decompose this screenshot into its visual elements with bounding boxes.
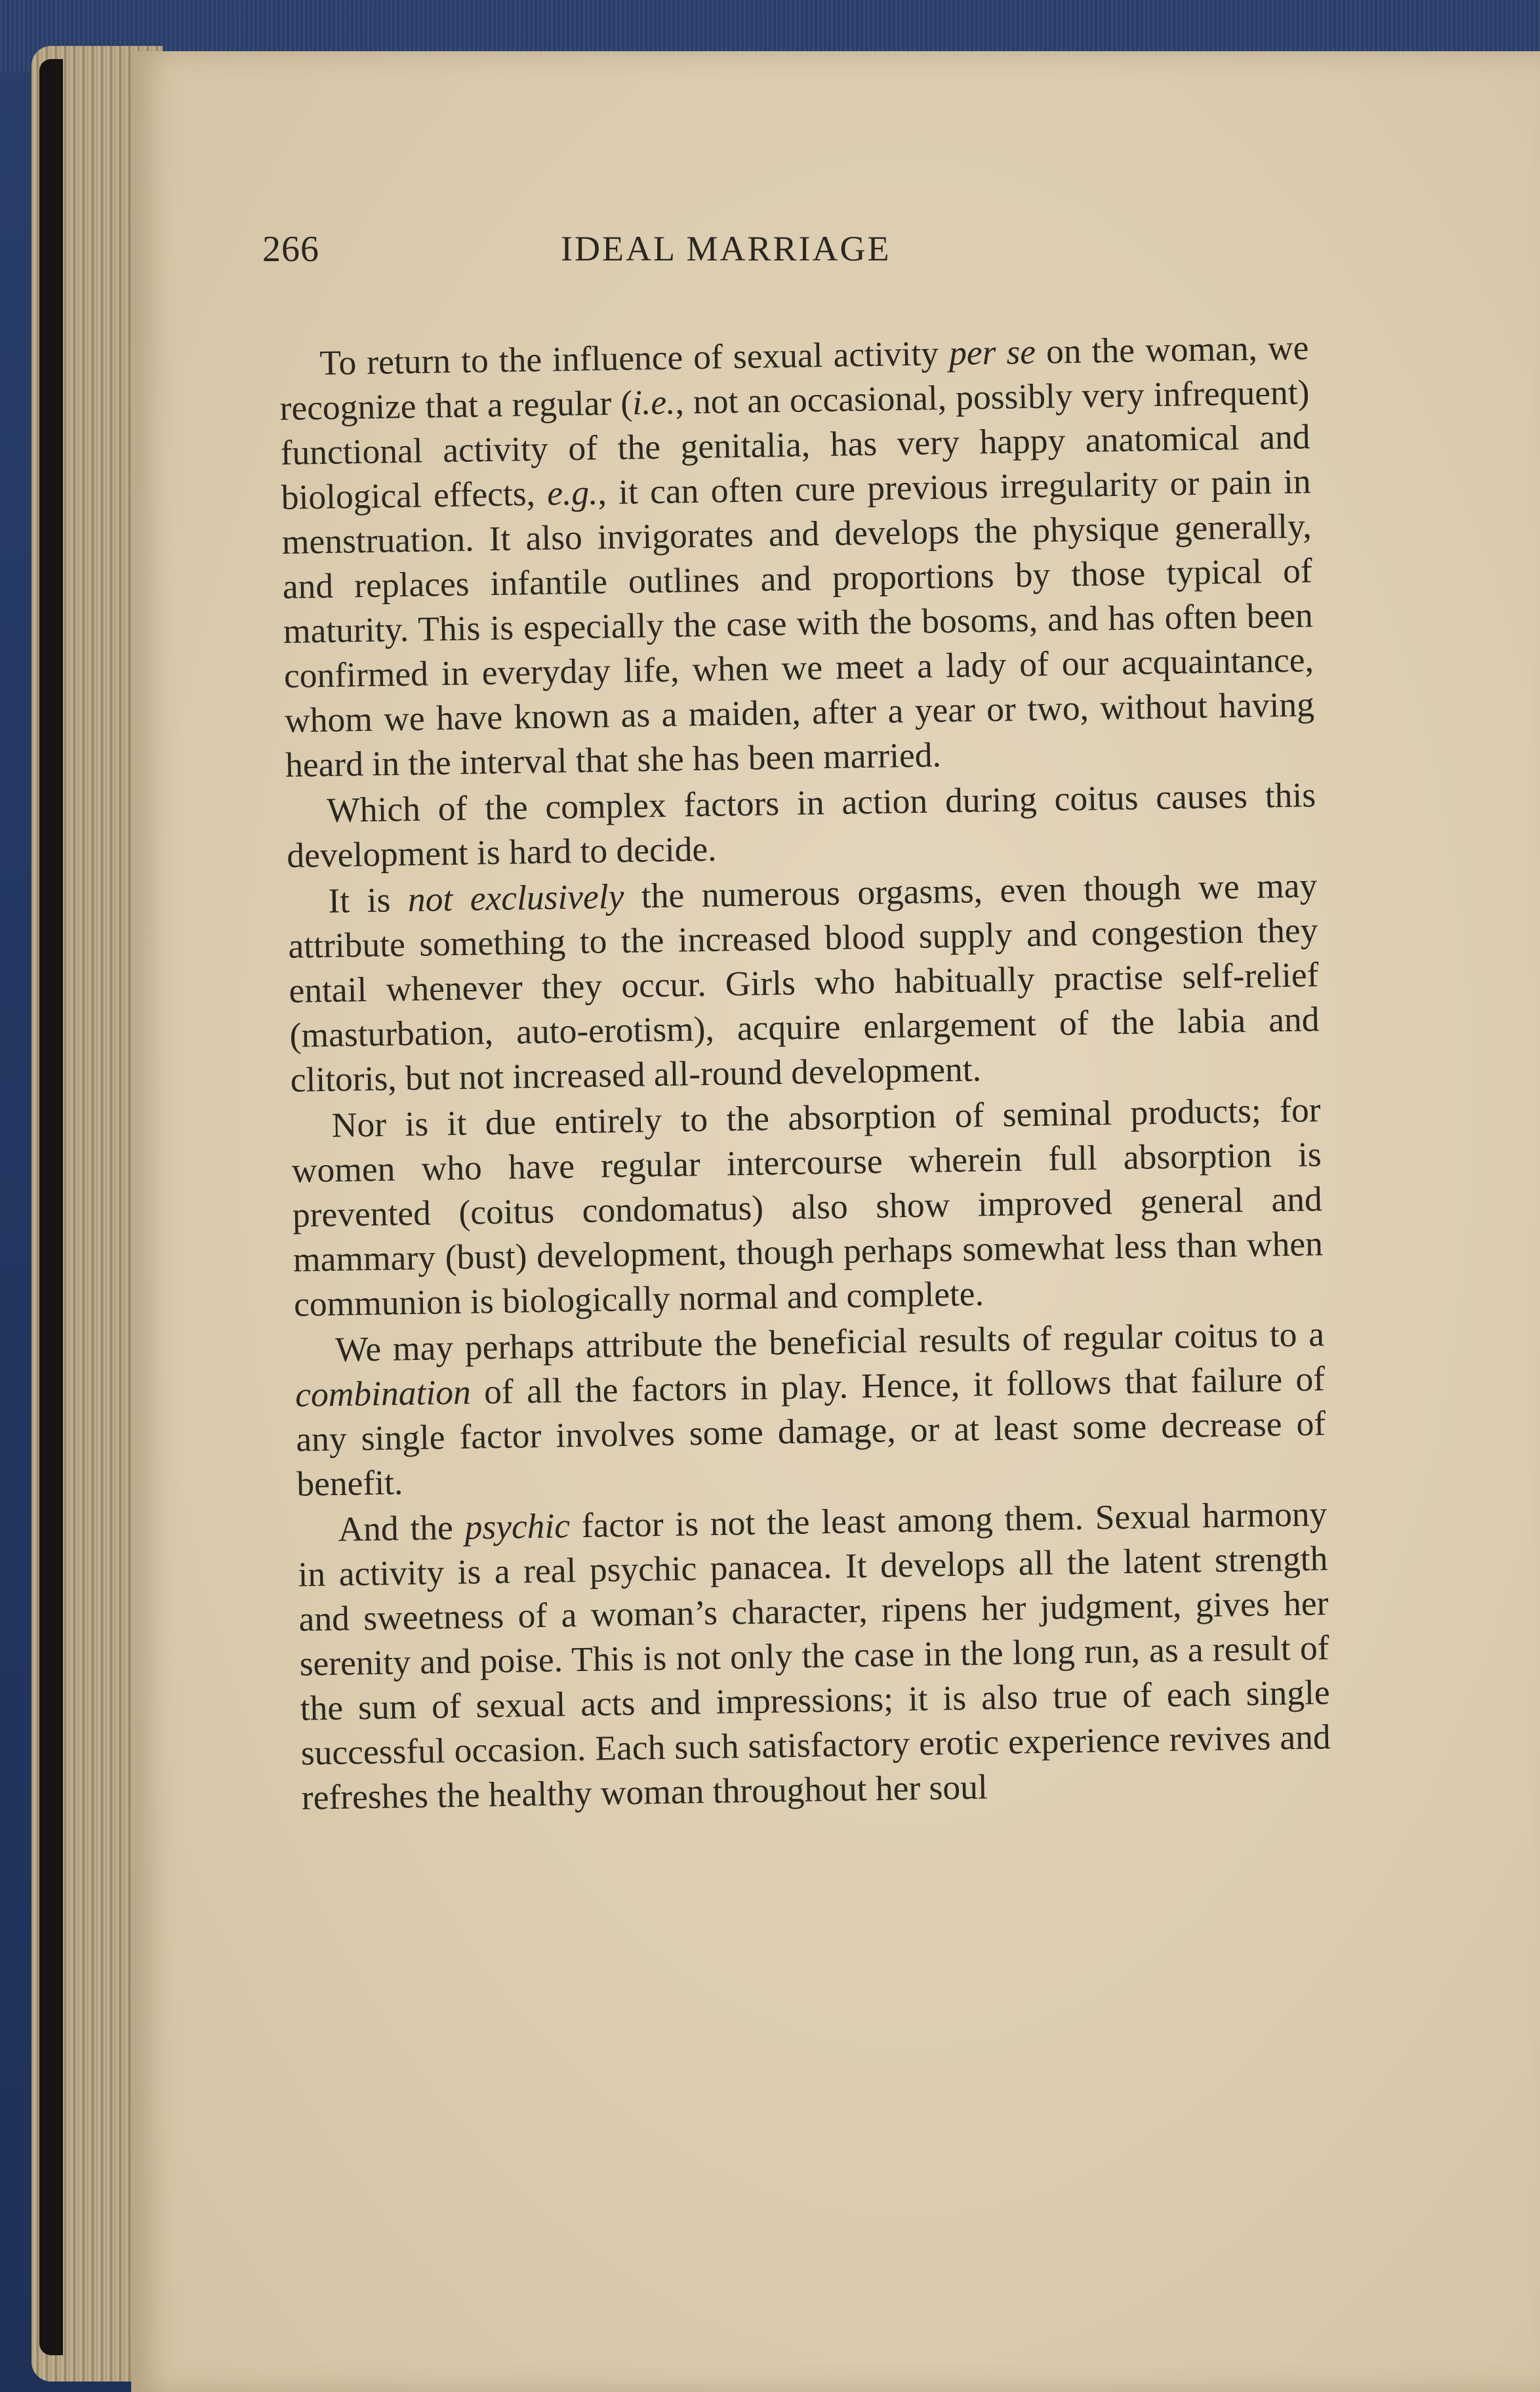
paragraph-text: of all the factors in play. Hence, it follows that failure of any single factor involves some damage, or at least some decrease of benefit. bbox=[295, 1359, 1326, 1504]
italic-text: per se bbox=[948, 331, 1036, 373]
book-title: IDEAL MARRIAGE bbox=[561, 229, 891, 268]
paragraph bbox=[286, 772, 1317, 878]
paragraph-text: on the woman, we recognize that a regular ( bbox=[279, 327, 1309, 428]
paragraph-text: Which of the complex factors in action during coitus causes this development is hard to decide. bbox=[286, 775, 1316, 875]
paragraph-text: Nor is it due entirely to the absorption of seminal products; for women who have regular intercourse wherein full absorption is prevented (coitus condomatus) also show improved general and mammary (bust) development, though perhaps somewhat less than when communion is biologically normal and complete. bbox=[291, 1090, 1324, 1324]
italic-text: i.e. bbox=[632, 382, 676, 423]
italic-text: not exclusively bbox=[407, 876, 624, 920]
running-head bbox=[262, 228, 1128, 287]
paragraph-text: , it can often cure previous irregularity or pain in menstruation. It also invigorates and develops the physique generally, and replaces infantile outlines and proportions by those typical of maturity. This is especially the case with the bosoms, and has often been confirmed in everyday life, when we meet a lady of our acquaintance, whom we have known as a maiden, after a year or two, without having heard in the interval that she has been married. bbox=[281, 461, 1315, 785]
paragraph bbox=[287, 863, 1320, 1102]
paragraph-text: , not an occasional, possibly very infrequent) functional activity of the genitalia, has very happy anatomical and biological effects, bbox=[280, 372, 1310, 517]
paragraph-text: It is bbox=[327, 880, 409, 920]
paragraph-text: the numerous orgasms, even though we may attribute something to the increased blood supply and congestion they entail whenever they occur. Girls who habitually practise self-relief (masturbation, auto-erotism), acquire enlargement of the labia and clitoris, but not increased all-round development. bbox=[288, 865, 1320, 1100]
paragraph-text: factor is not the least among them. Sexual harmony in activity is a real psychic panacea. It develops all the latent strength and sweetness of a woman’s character, ripens her judgment, gives her serenity and poise. This is not only the case in the long run, as a result of the sum of sexual acts and impressions; it is also true of each single successful occasion. Each such satisfactory erotic experience revives and refreshes the healthy woman throughout her soul bbox=[298, 1494, 1331, 1817]
italic-text: combination bbox=[294, 1372, 472, 1414]
paragraph bbox=[279, 325, 1315, 787]
paragraph-text: We may perhaps attribute the beneficial results of regular coitus to a bbox=[334, 1314, 1325, 1369]
paragraph bbox=[297, 1491, 1331, 1820]
paragraph bbox=[291, 1087, 1324, 1327]
italic-text: e.g. bbox=[546, 472, 598, 513]
paragraph-text: And the bbox=[337, 1507, 466, 1549]
body-text bbox=[279, 325, 1331, 1821]
italic-text: psychic bbox=[464, 1506, 571, 1547]
page-edges-shadow bbox=[39, 59, 63, 2355]
paragraph bbox=[294, 1311, 1327, 1506]
paragraph-text: To return to the influence of sexual activity bbox=[319, 333, 950, 383]
page-number: 266 bbox=[262, 229, 319, 270]
